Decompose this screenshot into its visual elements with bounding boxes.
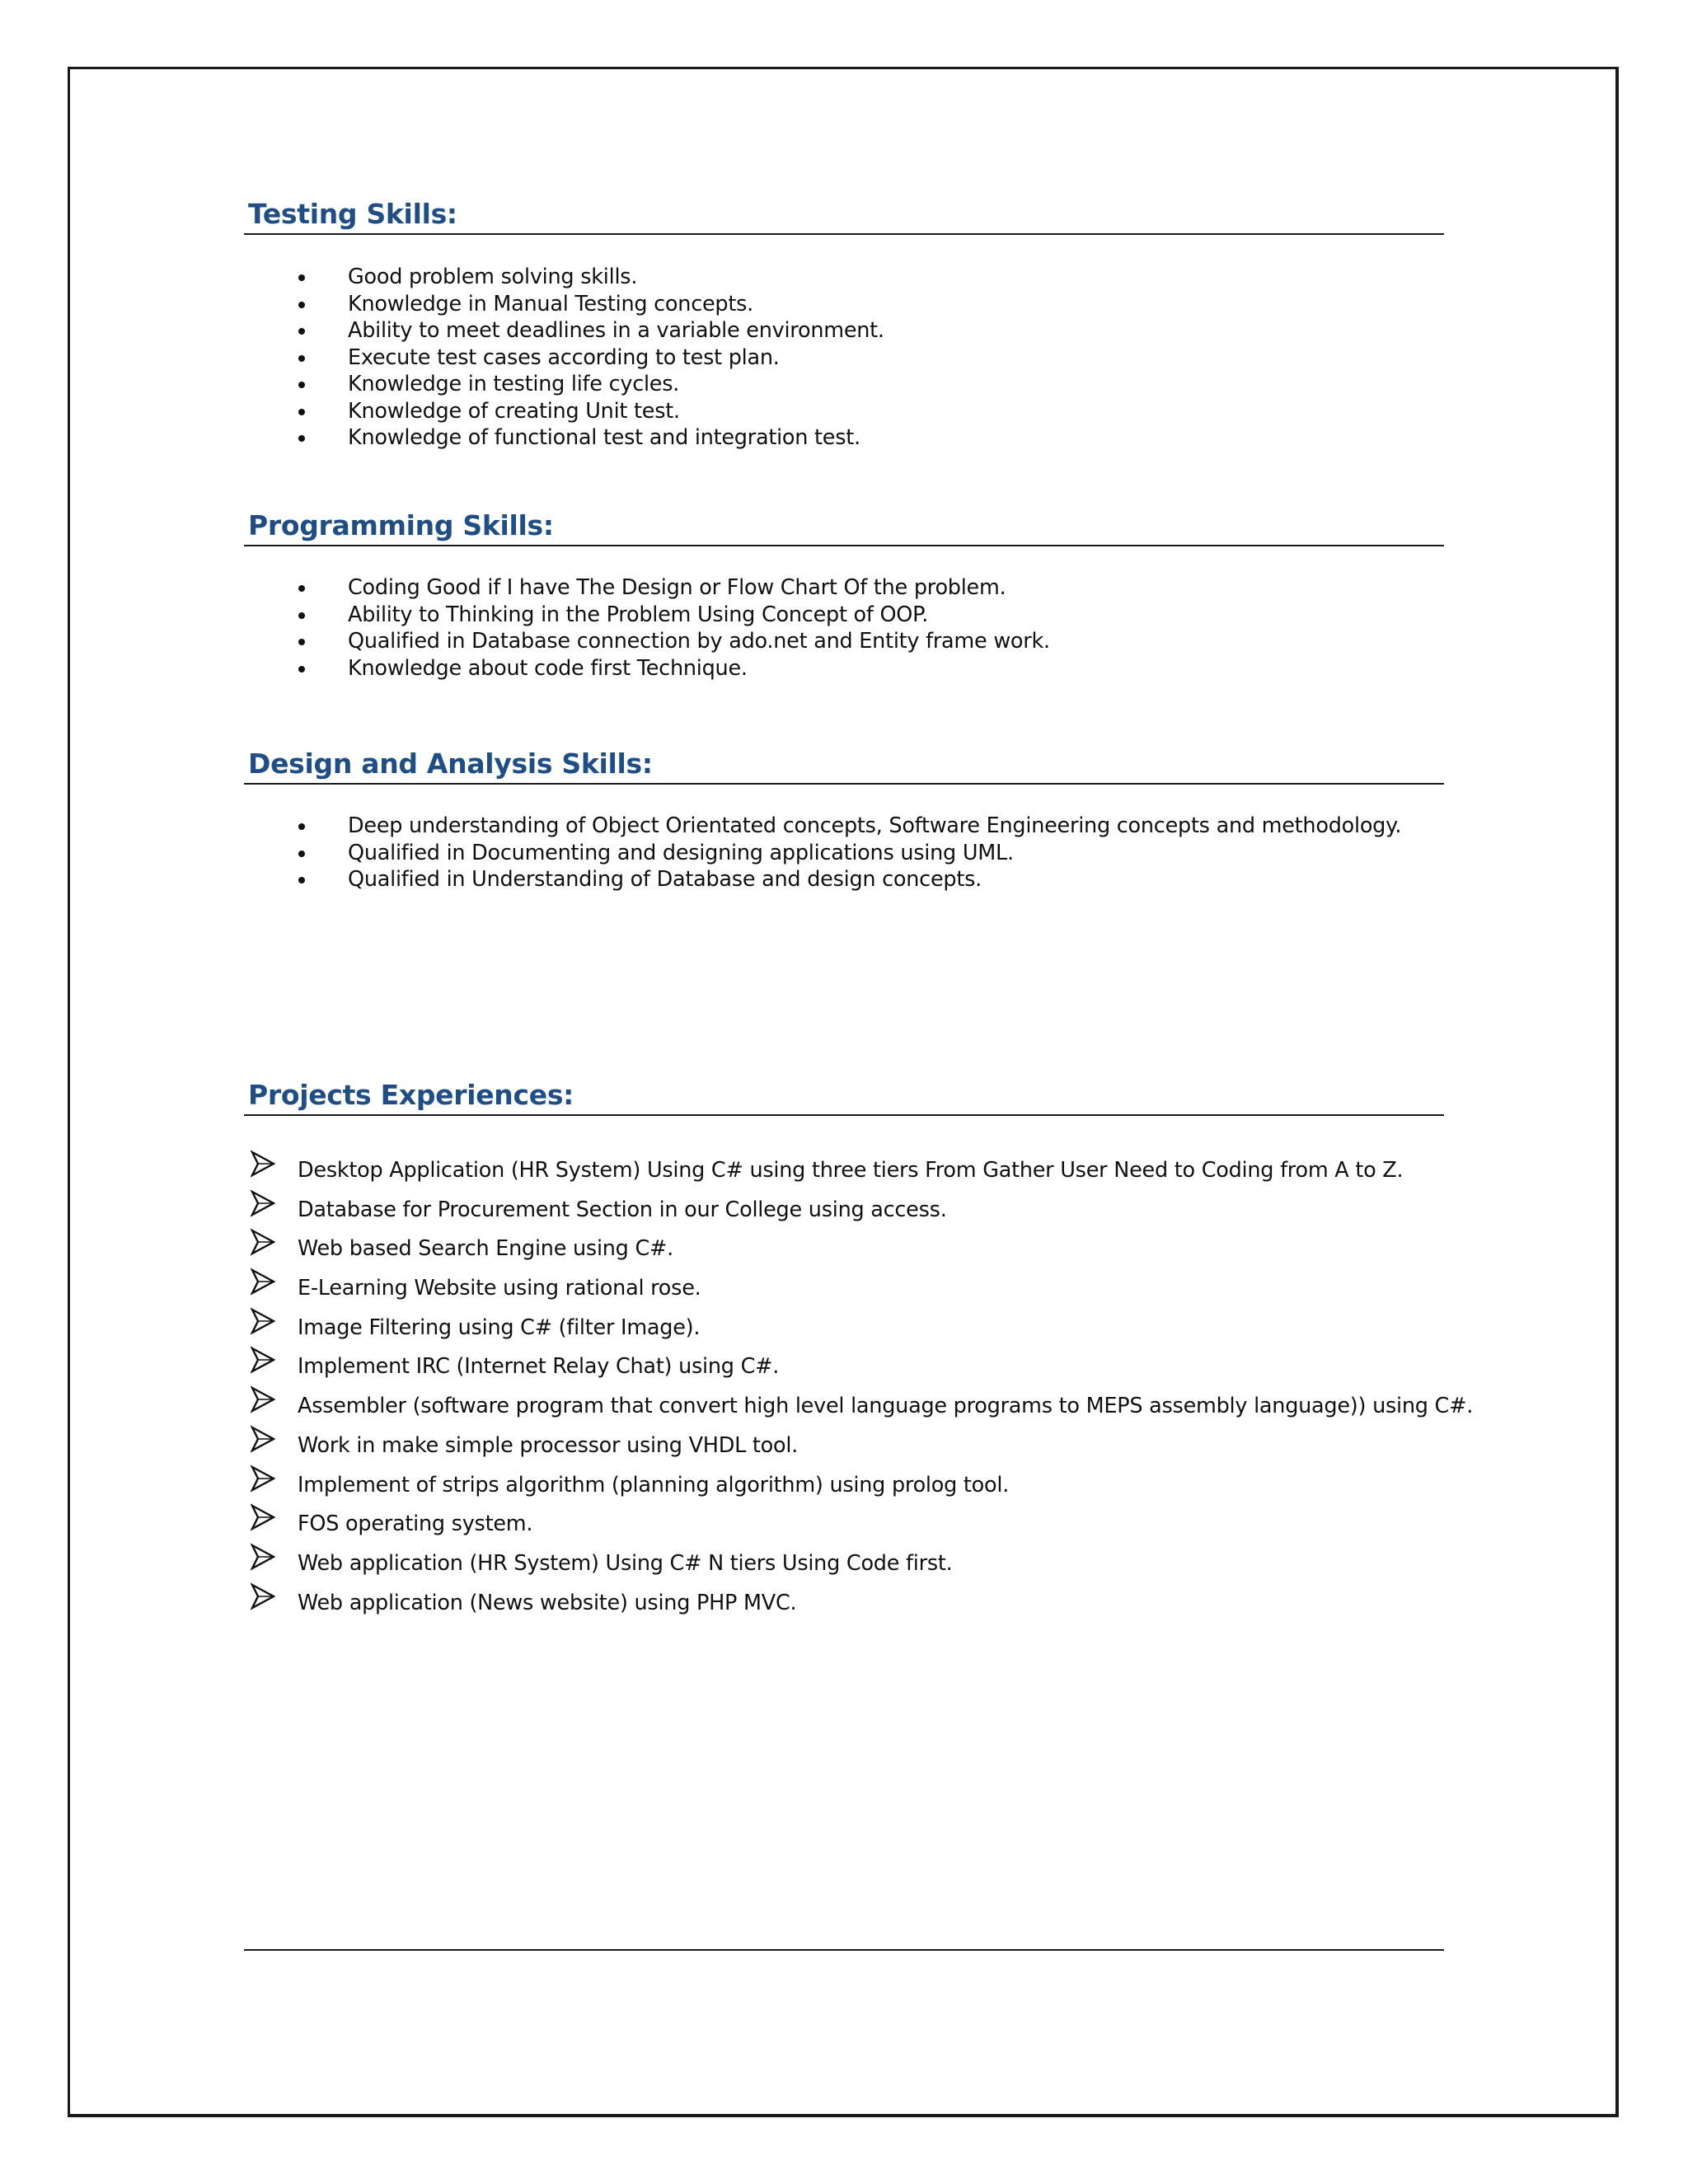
section-title: Programming Skills: — [248, 509, 554, 541]
skill-item-text: Coding Good if I have The Design or Flow Chart Of the problem. — [348, 575, 1006, 600]
skill-item-text: Knowledge in testing life cycles. — [348, 372, 680, 396]
footer-divider — [244, 1949, 1444, 1951]
project-item-text: E-Learning Website using rational rose. — [298, 1276, 701, 1301]
section-divider — [244, 233, 1444, 235]
project-item-text: Web based Search Engine using C#. — [298, 1236, 674, 1262]
skill-item-text: Execute test cases according to test plan. — [348, 344, 780, 370]
arrowhead-bullet-icon — [251, 1582, 275, 1610]
skill-item-text: Qualified in Documenting and designing applications using UML. — [348, 840, 1014, 865]
section-divider — [244, 783, 1444, 785]
project-item-text: Assembler (software program that convert high level language programs to MEPS assembly language)) using C#. — [298, 1394, 1474, 1419]
project-item-text: Implement IRC (Internet Relay Chat) using C#. — [298, 1354, 780, 1380]
skill-item-text: Knowledge in Manual Testing concepts. — [348, 291, 753, 316]
bullet-dot-icon — [298, 877, 305, 883]
arrowhead-bullet-icon — [251, 1385, 275, 1413]
section-title: Testing Skills: — [248, 198, 457, 230]
bullet-dot-icon — [298, 612, 305, 619]
bullet-dot-icon — [298, 823, 305, 830]
skill-item-text: Ability to meet deadlines in a variable environment. — [348, 318, 884, 343]
project-item-text: Desktop Application (HR System) Using C# using three tiers From Gather User Need to Coding from A to Z. — [298, 1158, 1404, 1183]
bullet-dot-icon — [298, 302, 305, 308]
skill-item-text: Knowledge of functional test and integration test. — [348, 425, 860, 450]
arrowhead-bullet-icon — [251, 1425, 275, 1453]
project-item-text: Work in make simple processor using VHDL tool. — [298, 1432, 799, 1458]
bullet-dot-icon — [298, 409, 305, 415]
bullet-dot-icon — [298, 382, 305, 388]
project-item-text: FOS operating system. — [298, 1511, 533, 1537]
section-title: Design and Analysis Skills: — [248, 748, 653, 780]
skill-item-text: Knowledge about code first Technique. — [348, 655, 748, 681]
skill-item-text: Qualified in Understanding of Database and design concepts. — [348, 867, 982, 892]
arrowhead-bullet-icon — [251, 1228, 275, 1256]
section-title: Projects Experiences: — [248, 1079, 574, 1111]
project-item-text: Implement of strips algorithm (planning algorithm) using prolog tool. — [298, 1472, 1010, 1497]
arrowhead-bullet-icon — [251, 1465, 275, 1493]
section-divider — [244, 1114, 1444, 1116]
bullet-dot-icon — [298, 355, 305, 362]
bullet-dot-icon — [298, 328, 305, 335]
bullet-dot-icon — [298, 666, 305, 673]
arrowhead-bullet-icon — [251, 1503, 275, 1531]
skill-item-text: Ability to Thinking in the Problem Using Concept of OOP. — [348, 602, 929, 627]
project-item-text: Image Filtering using C# (filter Image). — [298, 1315, 701, 1340]
project-item-text: Database for Procurement Section in our College using access. — [298, 1197, 947, 1222]
skill-item-text: Deep understanding of Object Orientated concepts, Software Engineering concepts and methodology. — [348, 813, 1402, 838]
bullet-dot-icon — [298, 639, 305, 645]
bullet-dot-icon — [298, 585, 305, 592]
skill-item-text: Knowledge of creating Unit test. — [348, 398, 680, 424]
arrowhead-bullet-icon — [251, 1307, 275, 1335]
arrowhead-bullet-icon — [251, 1268, 275, 1296]
project-item-text: Web application (HR System) Using C# N tiers Using Code first. — [298, 1550, 953, 1576]
bullet-dot-icon — [298, 435, 305, 442]
section-divider — [244, 545, 1444, 546]
arrowhead-bullet-icon — [251, 1189, 275, 1217]
skill-item-text: Qualified in Database connection by ado.net and Entity frame work. — [348, 629, 1050, 654]
arrowhead-bullet-icon — [251, 1150, 275, 1178]
arrowhead-bullet-icon — [251, 1543, 275, 1571]
bullet-dot-icon — [298, 851, 305, 857]
bullet-dot-icon — [298, 274, 305, 281]
skill-item-text: Good problem solving skills. — [348, 265, 638, 289]
project-item-text: Web application (News website) using PHP MVC. — [298, 1590, 797, 1615]
arrowhead-bullet-icon — [251, 1346, 275, 1374]
